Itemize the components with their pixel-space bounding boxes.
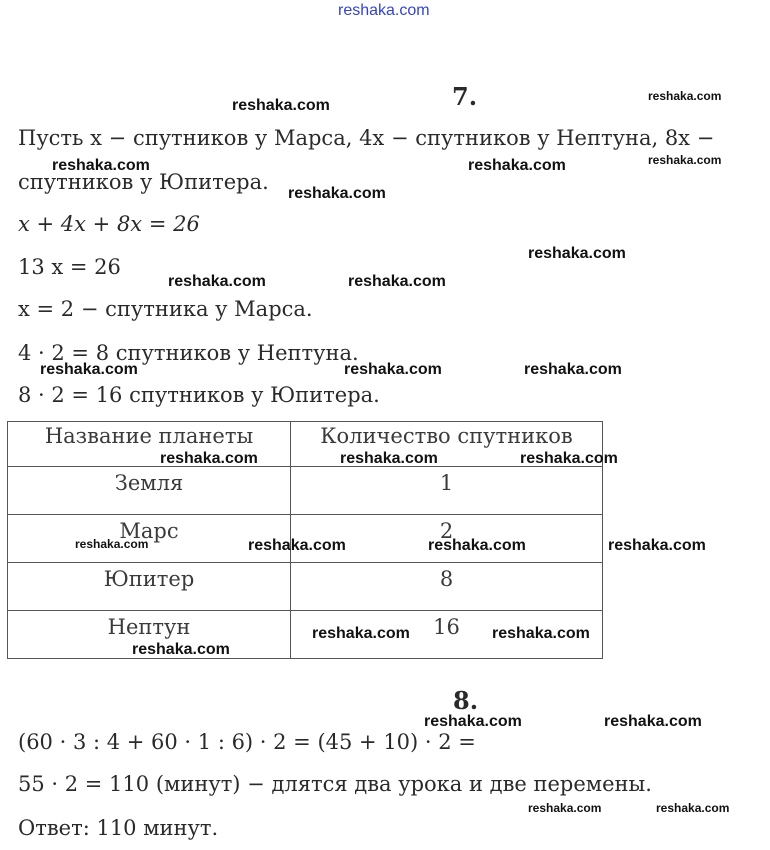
satellite-count: 2 <box>291 515 603 563</box>
equation-1: x + 4x + 8x = 26 <box>18 212 200 236</box>
watermark: reshaka.com <box>424 713 522 730</box>
table-row <box>8 467 603 515</box>
watermark: reshaka.com <box>428 537 526 554</box>
watermark: reshaka.com <box>40 361 138 378</box>
watermark: reshaka.com <box>648 89 722 103</box>
planet-name: Марс <box>8 515 291 563</box>
watermark: reshaka.com <box>648 153 722 167</box>
watermark: reshaka.com <box>160 450 258 467</box>
answer: Ответ: 110 минут. <box>18 816 219 840</box>
watermark: reshaka.com <box>528 245 626 262</box>
equation-3: x = 2 − спутника у Марса. <box>18 297 313 321</box>
satellite-count: 8 <box>291 563 603 611</box>
satellite-count: 16 <box>291 611 603 659</box>
problem-7-line-2: спутников у Юпитера. <box>18 170 269 194</box>
watermark: reshaka.com <box>232 97 330 114</box>
problem-8-line-2: 55 · 2 = 110 (минут) − длятся два урока и две перемены. <box>18 772 652 796</box>
watermark: reshaka.com <box>168 273 266 290</box>
watermark: reshaka.com <box>288 185 386 202</box>
problem-8-number: 8. <box>453 686 479 715</box>
watermark: reshaka.com <box>604 713 702 730</box>
watermark: reshaka.com <box>520 450 618 467</box>
column-header-count: Количество спутников <box>291 422 603 467</box>
watermark: reshaka.com <box>528 801 602 815</box>
watermark: reshaka.com <box>75 537 149 551</box>
watermark: reshaka.com <box>524 361 622 378</box>
problem-7-line-1: Пусть x − спутников у Марса, 4x − спутников у Нептуна, 8x − <box>18 126 715 150</box>
planet-name: Нептун <box>8 611 291 659</box>
watermark: reshaka.com <box>340 450 438 467</box>
watermark: reshaka.com <box>468 157 566 174</box>
column-header-planet: Название планеты <box>8 422 291 467</box>
equation-2: 13 x = 26 <box>18 255 121 279</box>
planet-name: Земля <box>8 467 291 515</box>
problem-8-line-1: (60 · 3 : 4 + 60 · 1 : 6) · 2 = (45 + 10) · 2 = <box>18 730 476 754</box>
satellite-count: 1 <box>291 467 603 515</box>
watermark: reshaka.com <box>338 2 430 19</box>
watermark: reshaka.com <box>348 273 446 290</box>
watermark: reshaka.com <box>248 537 346 554</box>
table-header-row <box>8 422 603 467</box>
watermark: reshaka.com <box>344 361 442 378</box>
watermark: reshaka.com <box>132 641 230 658</box>
watermark: reshaka.com <box>656 801 730 815</box>
table-row <box>8 563 603 611</box>
equation-5: 8 · 2 = 16 спутников у Юпитера. <box>18 383 380 407</box>
planet-name: Юпитер <box>8 563 291 611</box>
problem-7-number: 7. <box>452 82 478 111</box>
watermark: reshaka.com <box>52 157 150 174</box>
equation-4: 4 · 2 = 8 спутников у Нептуна. <box>18 341 359 365</box>
watermark: reshaka.com <box>312 625 410 642</box>
watermark: reshaka.com <box>492 625 590 642</box>
watermark: reshaka.com <box>608 537 706 554</box>
